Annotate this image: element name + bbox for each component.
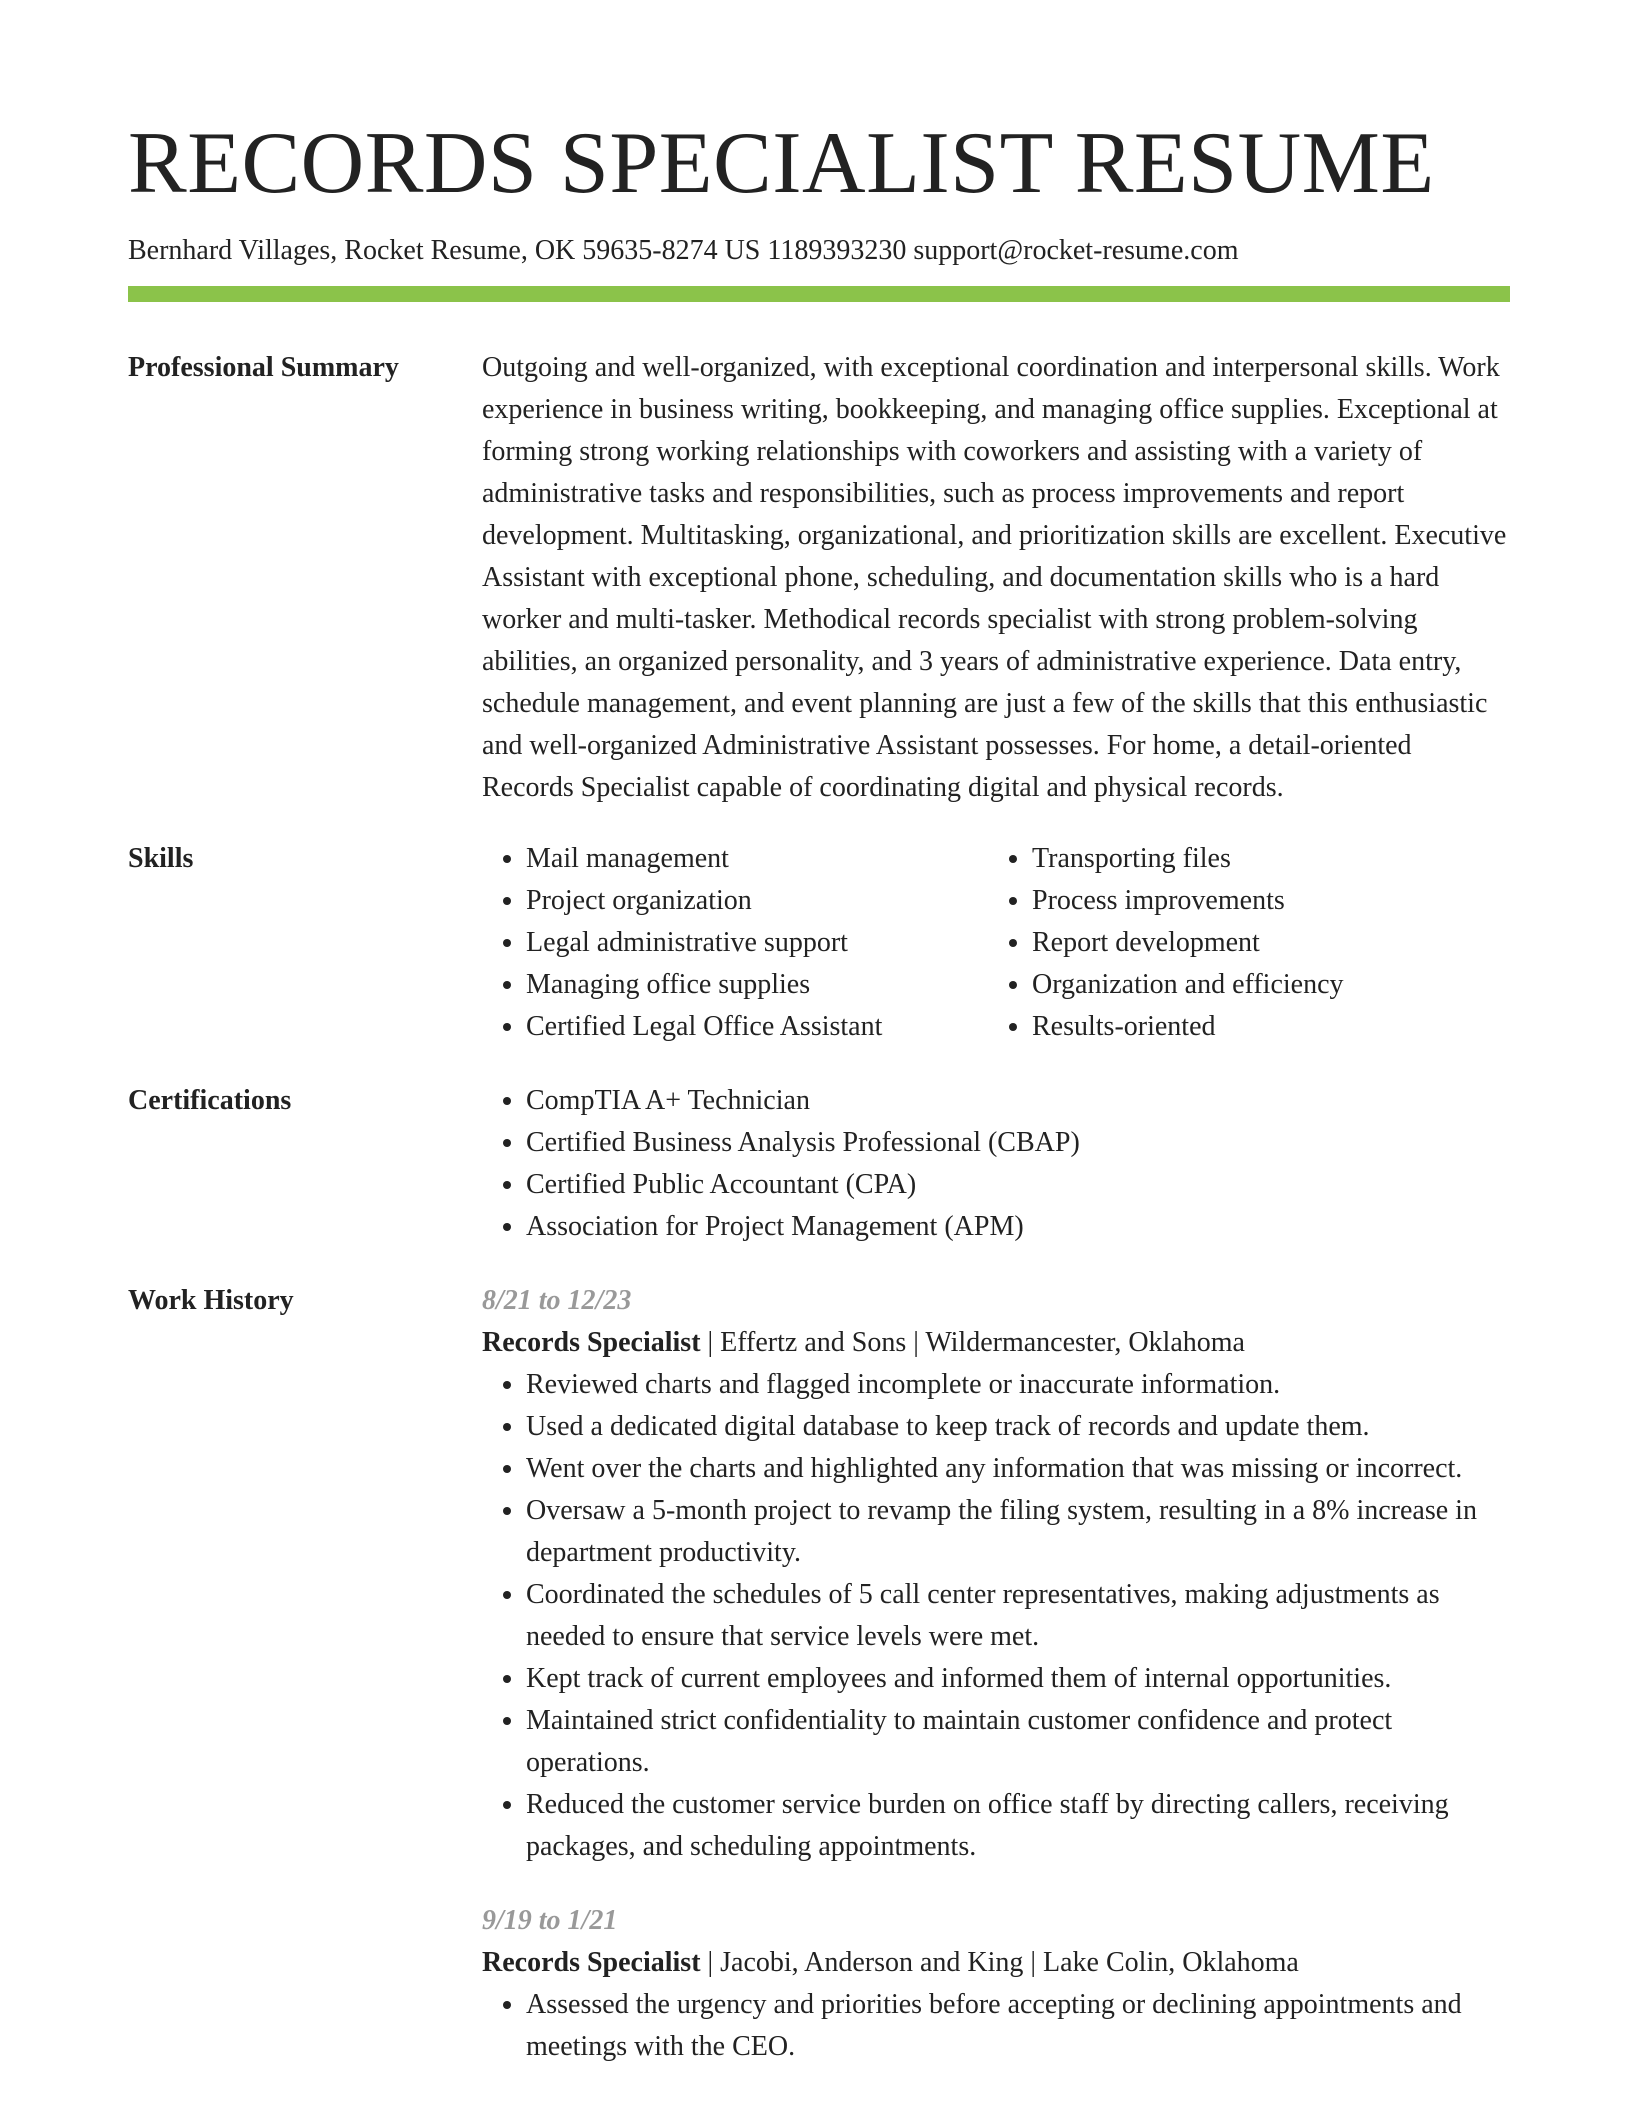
- certifications-label: Certifications: [128, 1085, 292, 1116]
- job-bullet-list: [482, 1364, 1510, 1868]
- job-role: Records Specialist: [482, 1947, 701, 1978]
- job-bullet: • Reduced the customer service burden on office staff by directing callers, receiving packages, and scheduling appointments.: [526, 1784, 1510, 1868]
- skill-item: • Report development: [1032, 922, 1552, 964]
- work-history-label: Work History: [128, 1285, 294, 1316]
- skill-item: • Legal administrative support: [526, 922, 988, 964]
- job-bullet: • Kept track of current employees and informed them of internal opportunities.: [526, 1658, 1510, 1700]
- certification-item: • Certified Business Analysis Professional (CBAP): [526, 1122, 1510, 1164]
- contact-line: Bernhard Villages, Rocket Resume, OK 59635-8274 US 1189393230 support@rocket-resume.com: [128, 235, 1239, 266]
- accent-divider: [128, 286, 1510, 302]
- certification-item: • Association for Project Management (APM): [526, 1206, 1510, 1248]
- job-entry: [482, 1900, 1510, 2068]
- skill-item: • Managing office supplies: [526, 964, 988, 1006]
- job-heading: [482, 1942, 1510, 1984]
- skill-item: • Transporting files: [1032, 838, 1552, 880]
- job-bullet: • Oversaw a 5-month project to revamp the filing system, resulting in a 8% increase in department productivity.: [526, 1490, 1510, 1574]
- work-history-body: [482, 1280, 1510, 2068]
- job-bullet-list: [482, 1984, 1510, 2068]
- certification-item: • Certified Public Accountant (CPA): [526, 1164, 1510, 1206]
- job-bullet: • Assessed the urgency and priorities before accepting or declining appointments and meetings with the CEO.: [526, 1984, 1510, 2068]
- skill-item: • Mail management: [526, 838, 988, 880]
- job-bullet: • Coordinated the schedules of 5 call center representatives, making adjustments as needed to ensure that service levels were met.: [526, 1574, 1510, 1658]
- summary-label: Professional Summary: [128, 352, 399, 383]
- job-entry: [482, 1280, 1510, 1868]
- job-details: | Effertz and Sons | Wildermancester, Oklahoma: [700, 1327, 1245, 1358]
- job-dates: 8/21 to 12/23: [482, 1285, 632, 1316]
- summary-text: Outgoing and well-organized, with exceptional coordination and interpersonal skills. Work experience in business writing, bookkeeping, and managing office supplies. Exceptional at forming strong working relationships with coworkers and assisting with a variety of administrative tasks and responsibilities, such as process improvements and report development. Multitasking, organizational, and prioritization skills are excellent. Executive Assistant with exceptional phone, scheduling, and documentation skills who is a hard worker and multi-tasker. Methodical records specialist with strong problem-solving abilities, an organized personality, and 3 years of administrative experience. Data entry, schedule management, and event planning are just a few of the skills that this enthusiastic and well-organized Administrative Assistant possesses. For home, a detail-oriented Records Specialist capable of coordinating digital and physical records.: [482, 352, 1507, 803]
- job-bullet: • Used a dedicated digital database to keep track of records and update them.: [526, 1406, 1510, 1448]
- job-heading: [482, 1322, 1510, 1364]
- skills-list-right: [988, 838, 1552, 1048]
- skill-item: • Process improvements: [1032, 880, 1552, 922]
- skills-label: Skills: [128, 843, 194, 874]
- skill-item: • Results-oriented: [1032, 1006, 1552, 1048]
- job-bullet: • Went over the charts and highlighted any information that was missing or incorrect.: [526, 1448, 1510, 1490]
- skills-list-left: [482, 838, 988, 1048]
- job-role: Records Specialist: [482, 1327, 701, 1358]
- job-dates: 9/19 to 1/21: [482, 1905, 618, 1936]
- skill-item: • Organization and efficiency: [1032, 964, 1552, 1006]
- certification-item: • CompTIA A+ Technician: [526, 1080, 1510, 1122]
- certifications-body: [482, 1080, 1510, 1248]
- skills-body: [482, 838, 1510, 1048]
- certifications-list: [482, 1080, 1510, 1248]
- job-details: | Jacobi, Anderson and King | Lake Colin, Oklahoma: [700, 1947, 1299, 1978]
- job-bullet: • Maintained strict confidentiality to maintain customer confidence and protect operations.: [526, 1700, 1510, 1784]
- summary-body: [482, 347, 1510, 809]
- skill-item: • Certified Legal Office Assistant: [526, 1006, 988, 1048]
- job-bullet: • Reviewed charts and flagged incomplete or inaccurate information.: [526, 1364, 1510, 1406]
- skill-item: • Project organization: [526, 880, 988, 922]
- resume-title: RECORDS SPECIALIST RESUME: [128, 115, 1435, 212]
